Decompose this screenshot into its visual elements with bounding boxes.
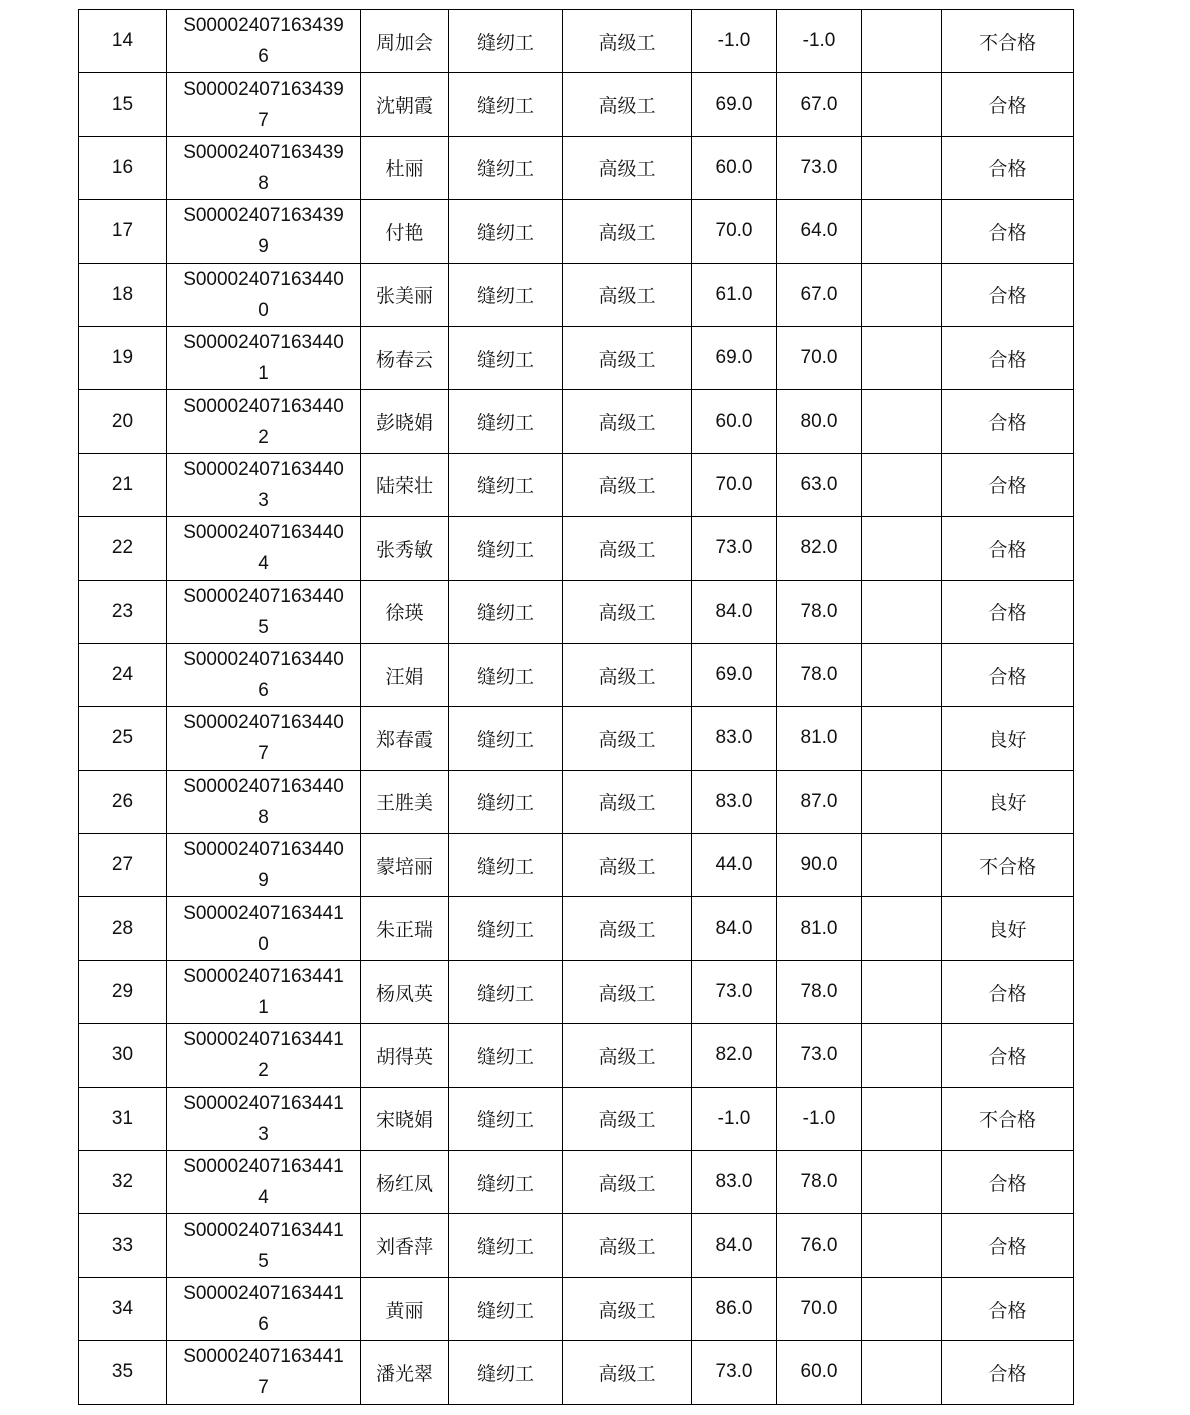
result-cell: 合格 xyxy=(942,453,1074,516)
seq-cell: 15 xyxy=(79,73,167,136)
theory-score-cell: 44.0 xyxy=(692,834,777,897)
level-cell: 高级工 xyxy=(563,10,692,73)
candidate-id-tail: 3 xyxy=(258,489,269,511)
candidate-id-main: S00002407163440 xyxy=(183,458,344,480)
candidate-id-main: S00002407163439 xyxy=(183,205,344,227)
theory-score-cell: 69.0 xyxy=(692,643,777,706)
result-cell: 合格 xyxy=(942,1341,1074,1404)
seq-cell: 32 xyxy=(79,1151,167,1214)
candidate-id-main: S00002407163440 xyxy=(183,332,344,354)
result-cell: 良好 xyxy=(942,770,1074,833)
theory-score-cell: 70.0 xyxy=(692,200,777,263)
candidate-id-cell xyxy=(167,1341,361,1404)
candidate-id-main: S00002407163441 xyxy=(183,1029,344,1051)
candidate-id-cell xyxy=(167,136,361,199)
result-cell: 合格 xyxy=(942,1214,1074,1277)
candidate-id-tail: 7 xyxy=(258,1377,269,1399)
blank-cell xyxy=(862,1277,942,1340)
seq-cell: 21 xyxy=(79,453,167,516)
name-cell: 刘香萍 xyxy=(361,1214,449,1277)
practical-score-cell: 87.0 xyxy=(777,770,862,833)
seq-cell: 20 xyxy=(79,390,167,453)
candidate-id-cell xyxy=(167,326,361,389)
level-cell: 高级工 xyxy=(563,580,692,643)
candidate-id-cell xyxy=(167,390,361,453)
practical-score-cell: 60.0 xyxy=(777,1341,862,1404)
theory-score-cell: 82.0 xyxy=(692,1024,777,1087)
theory-score-cell: 73.0 xyxy=(692,960,777,1023)
seq-cell: 26 xyxy=(79,770,167,833)
practical-score-cell: 67.0 xyxy=(777,263,862,326)
candidate-id-cell xyxy=(167,960,361,1023)
theory-score-cell: 73.0 xyxy=(692,1341,777,1404)
level-cell: 高级工 xyxy=(563,1151,692,1214)
name-cell: 郑春霞 xyxy=(361,707,449,770)
seq-cell: 14 xyxy=(79,10,167,73)
level-cell: 高级工 xyxy=(563,136,692,199)
candidate-id-tail: 2 xyxy=(258,1060,269,1082)
name-cell: 徐瑛 xyxy=(361,580,449,643)
trade-cell: 缝纫工 xyxy=(449,136,563,199)
seq-cell: 22 xyxy=(79,517,167,580)
candidate-id-tail: 7 xyxy=(258,109,269,131)
name-cell: 杨春云 xyxy=(361,326,449,389)
seq-cell: 33 xyxy=(79,1214,167,1277)
practical-score-cell: -1.0 xyxy=(777,1087,862,1150)
candidate-id-main: S00002407163441 xyxy=(183,1092,344,1114)
theory-score-cell: 69.0 xyxy=(692,73,777,136)
trade-cell: 缝纫工 xyxy=(449,770,563,833)
table-body xyxy=(79,10,1074,1405)
candidate-id-main: S00002407163441 xyxy=(183,1156,344,1178)
candidate-id-main: S00002407163440 xyxy=(183,585,344,607)
table-row xyxy=(79,390,1074,453)
result-cell: 合格 xyxy=(942,263,1074,326)
candidate-id-cell xyxy=(167,1024,361,1087)
practical-score-cell: -1.0 xyxy=(777,10,862,73)
practical-score-cell: 78.0 xyxy=(777,1151,862,1214)
candidate-id-main: S00002407163439 xyxy=(183,78,344,100)
level-cell: 高级工 xyxy=(563,1024,692,1087)
result-cell: 合格 xyxy=(942,136,1074,199)
level-cell: 高级工 xyxy=(563,897,692,960)
theory-score-cell: -1.0 xyxy=(692,10,777,73)
result-cell: 良好 xyxy=(942,707,1074,770)
candidate-id-cell xyxy=(167,897,361,960)
candidate-id-cell xyxy=(167,453,361,516)
theory-score-cell: 83.0 xyxy=(692,770,777,833)
theory-score-cell: 70.0 xyxy=(692,453,777,516)
table-row xyxy=(79,1214,1074,1277)
result-cell: 合格 xyxy=(942,1024,1074,1087)
level-cell: 高级工 xyxy=(563,453,692,516)
trade-cell: 缝纫工 xyxy=(449,834,563,897)
name-cell: 陆荣壮 xyxy=(361,453,449,516)
practical-score-cell: 67.0 xyxy=(777,73,862,136)
candidate-id-tail: 9 xyxy=(258,236,269,258)
level-cell: 高级工 xyxy=(563,707,692,770)
candidate-id-tail: 0 xyxy=(258,299,269,321)
trade-cell: 缝纫工 xyxy=(449,453,563,516)
result-cell: 良好 xyxy=(942,897,1074,960)
level-cell: 高级工 xyxy=(563,263,692,326)
name-cell: 杜丽 xyxy=(361,136,449,199)
table-row xyxy=(79,1024,1074,1087)
name-cell: 汪娟 xyxy=(361,643,449,706)
blank-cell xyxy=(862,1087,942,1150)
practical-score-cell: 73.0 xyxy=(777,1024,862,1087)
trade-cell: 缝纫工 xyxy=(449,643,563,706)
theory-score-cell: 84.0 xyxy=(692,580,777,643)
seq-cell: 34 xyxy=(79,1277,167,1340)
candidate-id-cell xyxy=(167,73,361,136)
table-row xyxy=(79,136,1074,199)
practical-score-cell: 90.0 xyxy=(777,834,862,897)
candidate-id-cell xyxy=(167,580,361,643)
table-row xyxy=(79,1087,1074,1150)
candidate-id-main: S00002407163440 xyxy=(183,712,344,734)
level-cell: 高级工 xyxy=(563,960,692,1023)
name-cell: 张美丽 xyxy=(361,263,449,326)
table-row xyxy=(79,453,1074,516)
table-row xyxy=(79,73,1074,136)
table-row xyxy=(79,326,1074,389)
theory-score-cell: 83.0 xyxy=(692,1151,777,1214)
table-row xyxy=(79,263,1074,326)
table-row xyxy=(79,1341,1074,1404)
theory-score-cell: 69.0 xyxy=(692,326,777,389)
level-cell: 高级工 xyxy=(563,1341,692,1404)
candidate-id-main: S00002407163441 xyxy=(183,966,344,988)
practical-score-cell: 63.0 xyxy=(777,453,862,516)
table-row xyxy=(79,643,1074,706)
candidate-id-cell xyxy=(167,770,361,833)
seq-cell: 31 xyxy=(79,1087,167,1150)
blank-cell xyxy=(862,1151,942,1214)
level-cell: 高级工 xyxy=(563,517,692,580)
candidate-id-main: S00002407163440 xyxy=(183,395,344,417)
blank-cell xyxy=(862,580,942,643)
trade-cell: 缝纫工 xyxy=(449,390,563,453)
candidate-id-main: S00002407163441 xyxy=(183,1283,344,1304)
level-cell: 高级工 xyxy=(563,770,692,833)
candidate-id-cell xyxy=(167,200,361,263)
result-cell: 合格 xyxy=(942,73,1074,136)
seq-cell: 16 xyxy=(79,136,167,199)
result-cell: 合格 xyxy=(942,960,1074,1023)
name-cell: 黄丽 xyxy=(361,1277,449,1340)
trade-cell: 缝纫工 xyxy=(449,1024,563,1087)
table-row xyxy=(79,1151,1074,1214)
name-cell: 宋晓娟 xyxy=(361,1087,449,1150)
candidate-id-cell xyxy=(167,1087,361,1150)
blank-cell xyxy=(862,1024,942,1087)
candidate-id-main: S00002407163440 xyxy=(183,649,344,671)
table-row xyxy=(79,200,1074,263)
blank-cell xyxy=(862,326,942,389)
candidate-id-main: S00002407163441 xyxy=(183,1346,344,1368)
practical-score-cell: 81.0 xyxy=(777,897,862,960)
candidate-id-cell xyxy=(167,1151,361,1214)
seq-cell: 29 xyxy=(79,960,167,1023)
trade-cell: 缝纫工 xyxy=(449,200,563,263)
candidate-id-main: S00002407163441 xyxy=(183,1219,344,1241)
trade-cell: 缝纫工 xyxy=(449,326,563,389)
seq-cell: 23 xyxy=(79,580,167,643)
seq-cell: 24 xyxy=(79,643,167,706)
result-cell: 合格 xyxy=(942,517,1074,580)
name-cell: 彭晓娟 xyxy=(361,390,449,453)
practical-score-cell: 70.0 xyxy=(777,1277,862,1340)
level-cell: 高级工 xyxy=(563,1277,692,1340)
result-cell: 合格 xyxy=(942,643,1074,706)
seq-cell: 35 xyxy=(79,1341,167,1404)
candidate-id-tail: 8 xyxy=(258,806,269,828)
trade-cell: 缝纫工 xyxy=(449,1341,563,1404)
practical-score-cell: 81.0 xyxy=(777,707,862,770)
name-cell: 胡得英 xyxy=(361,1024,449,1087)
candidate-id-tail: 4 xyxy=(258,553,269,575)
candidate-id-cell xyxy=(167,10,361,73)
level-cell: 高级工 xyxy=(563,326,692,389)
table-row xyxy=(79,580,1074,643)
blank-cell xyxy=(862,707,942,770)
candidate-id-main: S00002407163439 xyxy=(183,15,344,37)
candidate-id-cell xyxy=(167,1277,361,1340)
blank-cell xyxy=(862,200,942,263)
seq-cell: 25 xyxy=(79,707,167,770)
blank-cell xyxy=(862,390,942,453)
candidate-id-tail: 0 xyxy=(258,933,269,955)
name-cell: 朱正瑞 xyxy=(361,897,449,960)
candidate-id-tail: 5 xyxy=(258,616,269,638)
trade-cell: 缝纫工 xyxy=(449,1151,563,1214)
candidate-id-tail: 7 xyxy=(258,743,269,765)
blank-cell xyxy=(862,73,942,136)
seq-cell: 30 xyxy=(79,1024,167,1087)
candidate-id-tail: 6 xyxy=(258,680,269,702)
candidate-id-tail: 8 xyxy=(258,172,269,194)
table-row xyxy=(79,707,1074,770)
name-cell: 蒙培丽 xyxy=(361,834,449,897)
practical-score-cell: 78.0 xyxy=(777,960,862,1023)
table-row xyxy=(79,834,1074,897)
practical-score-cell: 64.0 xyxy=(777,200,862,263)
blank-cell xyxy=(862,263,942,326)
trade-cell: 缝纫工 xyxy=(449,580,563,643)
candidate-id-tail: 1 xyxy=(258,997,269,1019)
seq-cell: 17 xyxy=(79,200,167,263)
result-cell: 合格 xyxy=(942,1277,1074,1340)
theory-score-cell: 86.0 xyxy=(692,1277,777,1340)
candidate-id-cell xyxy=(167,1214,361,1277)
trade-cell: 缝纫工 xyxy=(449,707,563,770)
candidate-id-cell xyxy=(167,707,361,770)
blank-cell xyxy=(862,960,942,1023)
level-cell: 高级工 xyxy=(563,1087,692,1150)
trade-cell: 缝纫工 xyxy=(449,517,563,580)
blank-cell xyxy=(862,1341,942,1404)
practical-score-cell: 78.0 xyxy=(777,643,862,706)
trade-cell: 缝纫工 xyxy=(449,263,563,326)
blank-cell xyxy=(862,517,942,580)
result-cell: 不合格 xyxy=(942,834,1074,897)
score-table xyxy=(78,9,1074,1405)
candidate-id-cell xyxy=(167,517,361,580)
theory-score-cell: 60.0 xyxy=(692,390,777,453)
seq-cell: 28 xyxy=(79,897,167,960)
result-cell: 合格 xyxy=(942,326,1074,389)
name-cell: 潘光翠 xyxy=(361,1341,449,1404)
table-row xyxy=(79,960,1074,1023)
theory-score-cell: -1.0 xyxy=(692,1087,777,1150)
name-cell: 周加会 xyxy=(361,10,449,73)
candidate-id-main: S00002407163440 xyxy=(183,775,344,797)
table-row xyxy=(79,10,1074,73)
name-cell: 沈朝霞 xyxy=(361,73,449,136)
candidate-id-cell xyxy=(167,643,361,706)
blank-cell xyxy=(862,897,942,960)
result-cell: 合格 xyxy=(942,580,1074,643)
candidate-id-main: S00002407163441 xyxy=(183,902,344,924)
theory-score-cell: 84.0 xyxy=(692,1214,777,1277)
blank-cell xyxy=(862,453,942,516)
trade-cell: 缝纫工 xyxy=(449,1214,563,1277)
theory-score-cell: 84.0 xyxy=(692,897,777,960)
name-cell: 付艳 xyxy=(361,200,449,263)
seq-cell: 18 xyxy=(79,263,167,326)
candidate-id-tail: 6 xyxy=(258,1314,269,1335)
practical-score-cell: 76.0 xyxy=(777,1214,862,1277)
level-cell: 高级工 xyxy=(563,834,692,897)
candidate-id-tail: 3 xyxy=(258,1123,269,1145)
result-cell: 不合格 xyxy=(942,1087,1074,1150)
practical-score-cell: 73.0 xyxy=(777,136,862,199)
blank-cell xyxy=(862,643,942,706)
name-cell: 杨凤英 xyxy=(361,960,449,1023)
theory-score-cell: 61.0 xyxy=(692,263,777,326)
level-cell: 高级工 xyxy=(563,200,692,263)
practical-score-cell: 78.0 xyxy=(777,580,862,643)
theory-score-cell: 73.0 xyxy=(692,517,777,580)
candidate-id-cell xyxy=(167,834,361,897)
candidate-id-tail: 6 xyxy=(258,46,269,68)
practical-score-cell: 70.0 xyxy=(777,326,862,389)
seq-cell: 27 xyxy=(79,834,167,897)
candidate-id-main: S00002407163439 xyxy=(183,141,344,163)
practical-score-cell: 80.0 xyxy=(777,390,862,453)
level-cell: 高级工 xyxy=(563,643,692,706)
trade-cell: 缝纫工 xyxy=(449,1087,563,1150)
trade-cell: 缝纫工 xyxy=(449,73,563,136)
practical-score-cell: 82.0 xyxy=(777,517,862,580)
blank-cell xyxy=(862,834,942,897)
trade-cell: 缝纫工 xyxy=(449,897,563,960)
blank-cell xyxy=(862,770,942,833)
candidate-id-tail: 1 xyxy=(258,363,269,385)
blank-cell xyxy=(862,10,942,73)
result-cell: 不合格 xyxy=(942,10,1074,73)
blank-cell xyxy=(862,136,942,199)
trade-cell: 缝纫工 xyxy=(449,960,563,1023)
result-cell: 合格 xyxy=(942,390,1074,453)
theory-score-cell: 83.0 xyxy=(692,707,777,770)
blank-cell xyxy=(862,1214,942,1277)
level-cell: 高级工 xyxy=(563,73,692,136)
candidate-id-tail: 2 xyxy=(258,426,269,448)
result-cell: 合格 xyxy=(942,200,1074,263)
candidate-id-main: S00002407163440 xyxy=(183,268,344,290)
name-cell: 王胜美 xyxy=(361,770,449,833)
level-cell: 高级工 xyxy=(563,390,692,453)
table-row xyxy=(79,897,1074,960)
candidate-id-cell xyxy=(167,263,361,326)
candidate-id-tail: 5 xyxy=(258,1250,269,1272)
table-row xyxy=(79,770,1074,833)
trade-cell: 缝纫工 xyxy=(449,10,563,73)
candidate-id-main: S00002407163440 xyxy=(183,522,344,544)
candidate-id-tail: 4 xyxy=(258,1187,269,1209)
trade-cell: 缝纫工 xyxy=(449,1277,563,1340)
table-row xyxy=(79,1277,1074,1340)
result-cell: 合格 xyxy=(942,1151,1074,1214)
theory-score-cell: 60.0 xyxy=(692,136,777,199)
level-cell: 高级工 xyxy=(563,1214,692,1277)
candidate-id-tail: 9 xyxy=(258,870,269,892)
name-cell: 张秀敏 xyxy=(361,517,449,580)
seq-cell: 19 xyxy=(79,326,167,389)
name-cell: 杨红凤 xyxy=(361,1151,449,1214)
table-row xyxy=(79,517,1074,580)
candidate-id-main: S00002407163440 xyxy=(183,839,344,861)
